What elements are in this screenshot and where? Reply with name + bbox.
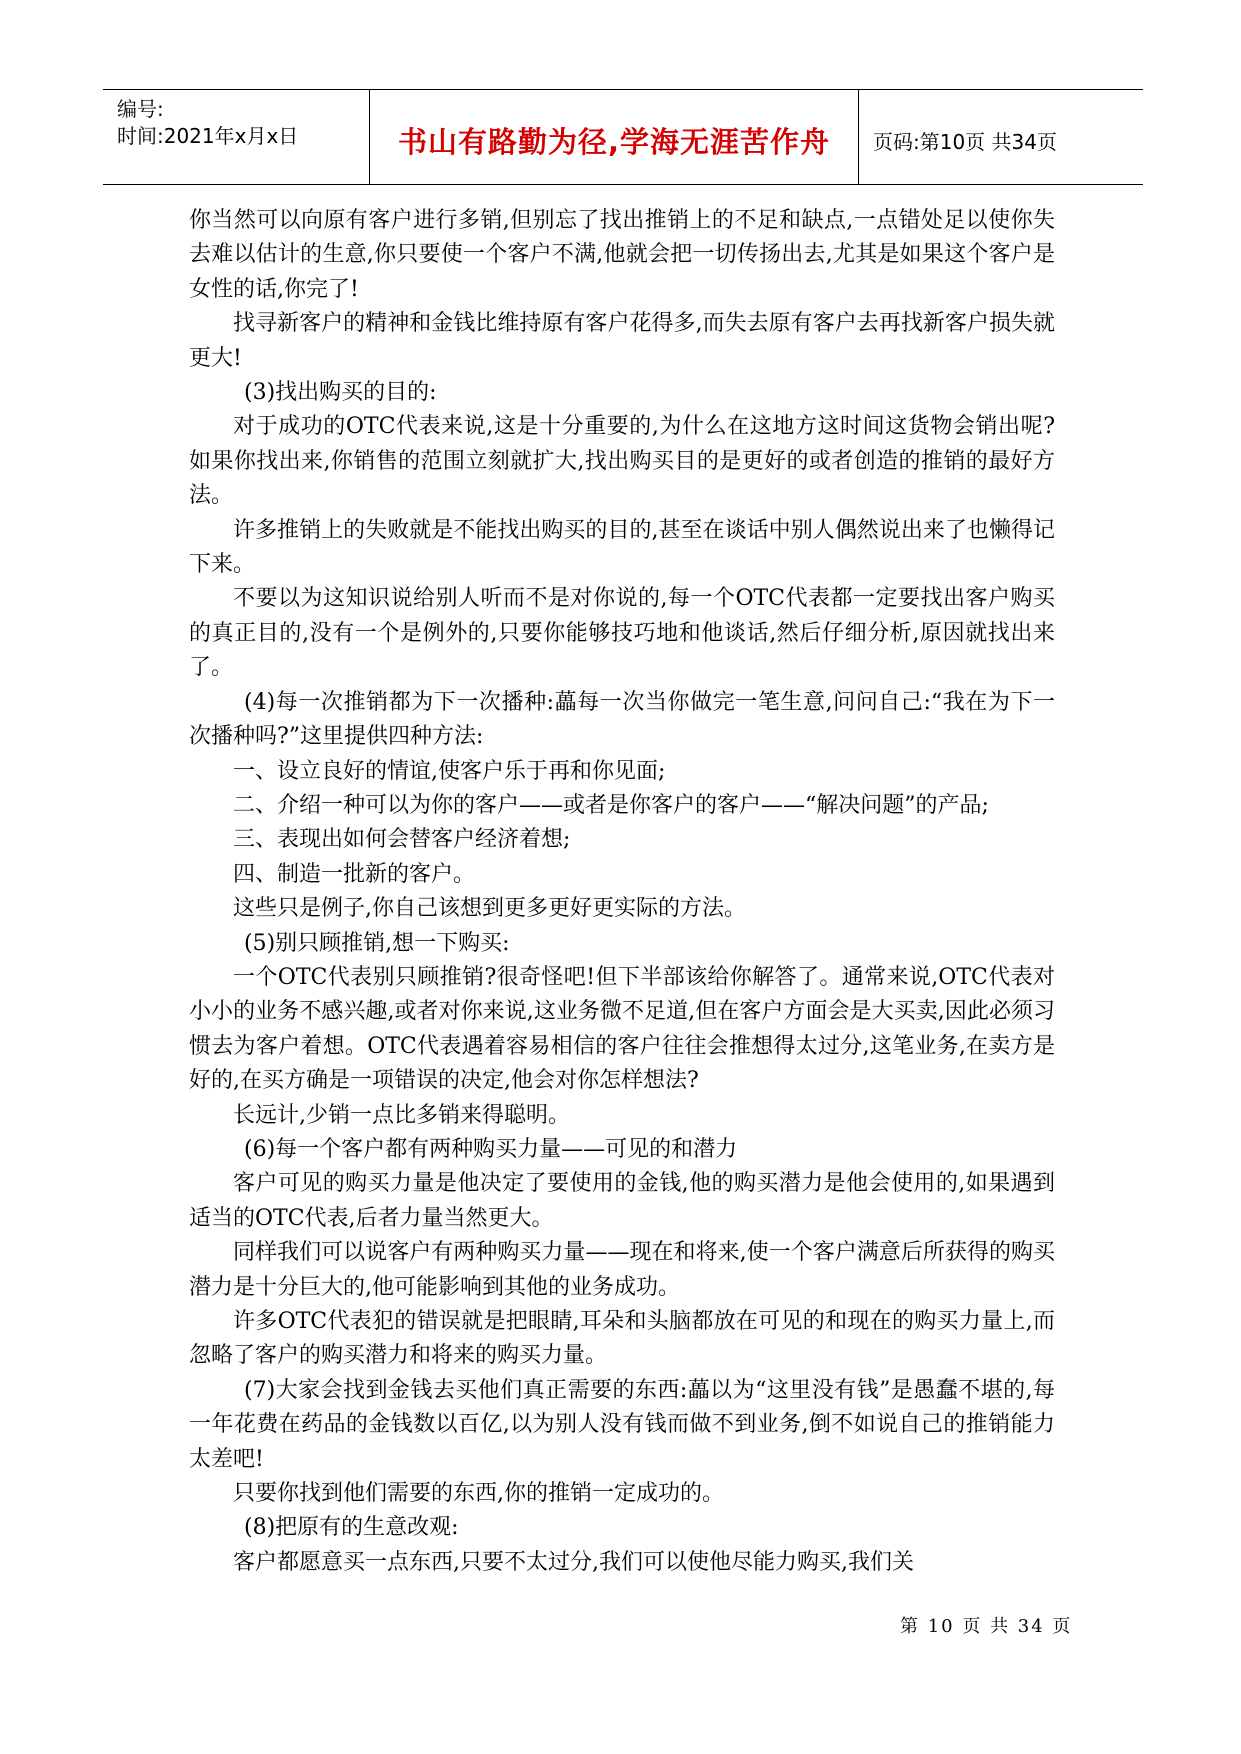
paragraph: 只要你找到他们需要的东西,你的推销一定成功的。 [233,1481,724,1507]
list-item: 二、介绍一种可以为你的客户——或者是你客户的客户——“解决问题”的产品; [233,792,989,818]
header-left-cell [103,90,369,184]
section-heading: (5)别只顾推销,想一下购买: [244,930,510,956]
paragraph: 这些只是例子,你自己该想到更多更好更实际的方法。 [233,896,746,922]
document-body [189,204,1055,1580]
header-right-cell [859,90,1143,184]
list-item: 一、设立良好的情谊,使客户乐于再和你见面; [233,758,666,784]
page-header [103,89,1143,185]
paragraph: 长远计,少销一点比多销来得聪明。 [233,1102,570,1128]
paragraph: 许多OTC代表犯的错误就是把眼睛,耳朵和头脑都放在可见的和现在的购买力量上,而忽略了客户的购买潜力和将来的购买力量。 [189,1309,1055,1369]
page-footer: 第 10 页 共 34 页 [900,1616,1073,1637]
number-label: 编号: [117,97,164,121]
header-page-info: 页码:第10页 共34页 [873,130,1057,154]
header-motto-cell [369,90,859,184]
paragraph: 客户可见的购买力量是他决定了要使用的金钱,他的购买潜力是他会使用的,如果遇到适当的OTC代表,后者力量当然更大。 [189,1171,1055,1231]
time-label: 时间:2021年x月x日 [117,124,299,148]
section-heading: (4)每一次推销都为下一次播种:藟每一次当你做完一笔生意,问问自己:“我在为下一次播种吗?”这里提供四种方法: [189,689,1055,750]
section-heading: (7)大家会找到金钱去买他们真正需要的东西:藟以为“这里没有钱”是愚蠢不堪的,每一年花费在药品的金钱数以百亿,以为别人没有钱而做不到业务,倒不如说自己的推销能力太差吧! [189,1377,1055,1472]
paragraph: 你当然可以向原有客户进行多销,但别忘了找出推销上的不足和缺点,一点错处足以使你失去难以估计的生意,你只要使一个客户不满,他就会把一切传扬出去,尤其是如果这个客户是女性的话,你完了! [189,208,1055,302]
section-heading: (6)每一个客户都有两种购买力量——可见的和潜力 [244,1136,738,1162]
list-item: 四、制造一批新的客户。 [233,861,476,887]
paragraph: 客户都愿意买一点东西,只要不太过分,我们可以使他尽能力购买,我们关 [233,1549,914,1575]
paragraph: 同样我们可以说客户有两种购买力量——现在和将来,使一个客户满意后所获得的购买潜力是十分巨大的,他可能影响到其他的业务成功。 [189,1240,1055,1300]
paragraph: 对于成功的OTC代表来说,这是十分重要的,为什么在这地方这时间这货物会销出呢?如果你找出来,你销售的范围立刻就扩大,找出购买目的是更好的或者创造的推销的最好方法。 [189,414,1055,509]
paragraph: 找寻新客户的精神和金钱比维持原有客户花得多,而失去原有客户去再找新客户损失就更大! [189,311,1055,371]
section-heading: (3)找出购买的目的: [244,380,437,406]
paragraph: 一个OTC代表别只顾推销?很奇怪吧!但下半部该给你解答了。通常来说,OTC代表对小小的业务不感兴趣,或者对你来说,这业务微不足道,但在客户方面会是大买卖,因此必须习惯去为客户着想。OTC代表遇着容易相信的客户往往会推想得太过分,这笔业务,在卖方是好的,在买方确是一项错误的决定,他会对你怎样想法? [189,964,1055,1094]
header-motto: 书山有路勤为径,学海无涯苦作舟 [397,125,831,159]
section-heading: (8)把原有的生意改观: [244,1515,459,1541]
paragraph: 许多推销上的失败就是不能找出购买的目的,甚至在谈话中别人偶然说出来了也懒得记下来。 [189,517,1055,578]
list-item: 三、表现出如何会替客户经济着想; [233,827,571,853]
paragraph: 不要以为这知识说给别人听而不是对你说的,每一个OTC代表都一定要找出客户购买的真正目的,没有一个是例外的,只要你能够技巧地和他谈话,然后仔细分析,原因就找出来了。 [189,586,1055,681]
